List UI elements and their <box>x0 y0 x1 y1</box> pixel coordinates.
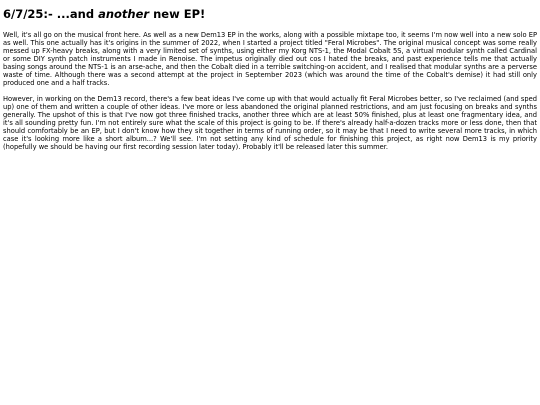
post-title-suffix: new EP! <box>149 7 206 21</box>
post-title-prefix: 6/7/25:- ...and <box>3 7 99 21</box>
post-paragraph: Well, it's all go on the musical front here. As well as a new Dem13 EP in the works, along with a possible mixtape too, it seems I'm now well into a new solo EP as well. This one actually has it's origins in the summer of 2022, when I started a project titled "Feral Microbes". The original musical concept was some really messed up FX-heavy breaks, along with a very limited set of synths, using either my Korg NTS-1, the Modal Cobalt 5S, a virtual modular synth called Cardinal or some DIY synth patch instruments I made in Renoise. The impetus originally died out cos I hated the breaks, and past experience tells me that actually basing songs around the NTS-1 is an arse-ache, and then the Cobalt died in a terrible switching-on accident, and I realised that modular synths are a perverse waste of time. Although there was a second attempt at the project in September 2023 (which was around the time of the Cobalt's demise) it had still only produced one and a half tracks. <box>3 31 537 87</box>
post-paragraph: However, in working on the Dem13 record, there's a few beat ideas I've come up with that would actually fit Feral Microbes better, so I've reclaimed (and sped up) one of them and written a couple of other ideas. I've more or less abandoned the original planned restrictions, and am just focusing on breaks and synths generally. The upshot of this is that I've now got three finished tracks, another three which are at least 50% finished, plus at least one fragmentary idea, and it's all sounding pretty fun. I'm not entirely sure what the scale of this project is going to be. If there's already half-a-dozen tracks more or less done, then that should comfortably be an EP, but I don't know how they sit together in terms of running order, so it may be that I need to write several more tracks, in which case it's looking more like a short album...? We'll see. I'm not setting any kind of schedule for finishing this project, as right now Dem13 is my priority (hopefully we should be having our first recording session later today). Probably it'll be released later this summer. <box>3 95 537 151</box>
post-title <box>3 7 537 21</box>
post-title-emphasis: another <box>98 7 150 21</box>
